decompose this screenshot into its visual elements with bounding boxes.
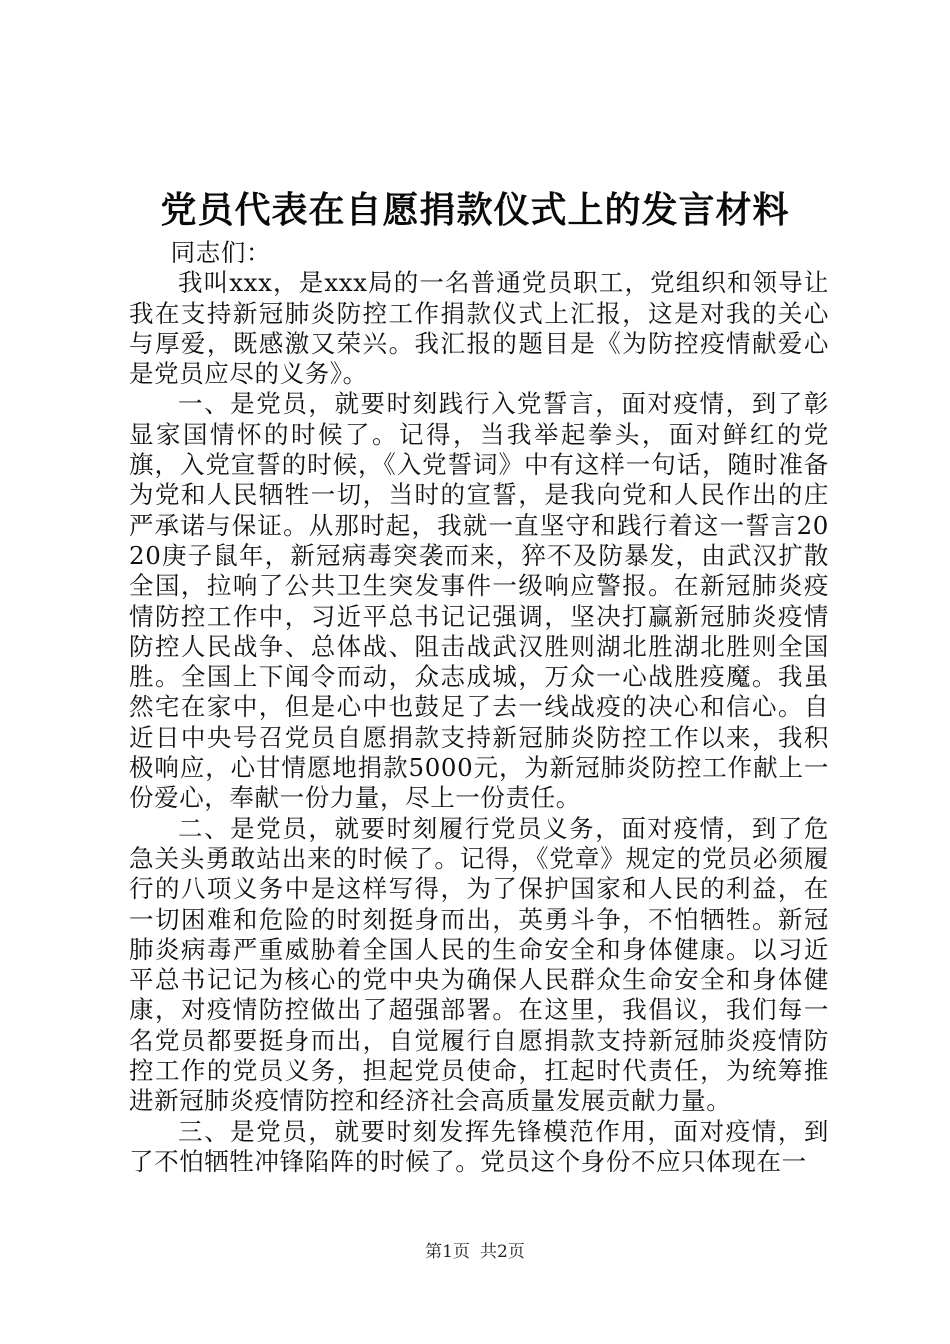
- paragraph-section-two: 二、是党员，就要时刻履行党员义务，面对疫情，到了危急关头勇敢站出来的时候了。记得，《党章》规定的党员必须履行的八项义务中是这样写得，为了保护国家和人民的利益，在一切困难和危险的时刻挺身而出，英勇斗争，不怕牺牲。新冠肺炎病毒严重威胁着全国人民的生命安全和身体健康。以习近平总书记记为核心的党中央为确保人民群众生命安全和身体健康，对疫情防控做出了超强部署。在这里，我倡议，我们每一名党员都要挺身而出，自觉履行自愿捐款支持新冠肺炎疫情防控工作的党员义务，担起党员使命，扛起时代责任，为统筹推进新冠肺炎疫情防控和经济社会高质量发展贡献力量。: [129, 813, 829, 1116]
- document-body: [129, 238, 829, 1177]
- paragraph-section-three: 三、是党员，就要时刻发挥先锋模范作用，面对疫情，到了不怕牺牲冲锋陷阵的时候了。党员这个身份不应只体现在一: [129, 1116, 829, 1176]
- greeting-line: 同志们：: [170, 238, 272, 267]
- paragraph-section-one: 一、是党员，就要时刻践行入党誓言，面对疫情，到了彰显家国情怀的时候了。记得，当我举起拳头，面对鲜红的党旗，入党宣誓的时候，《入党誓词》中有这样一句话，随时准备为党和人民牺牲一切，当时的宣誓，是我向党和人民作出的庄严承诺与保证。从那时起，我就一直坚守和践行着这一誓言2020庚子鼠年，新冠病毒突袭而来，猝不及防暴发，由武汉扩散全国，拉响了公共卫生突发事件一级响应警报。在新冠肺炎疫情防控工作中，习近平总书记记强调，坚决打赢新冠肺炎疫情防控人民战争、总体战、阻击战武汉胜则湖北胜湖北胜则全国胜。全国上下闻令而动，众志成城，万众一心战胜疫魔。我虽然宅在家中，但是心中也鼓足了去一线战疫的决心和信心。自近日中央号召党员自愿捐款支持新冠肺炎防控工作以来，我积极响应，心甘情愿地捐款5000元，为新冠肺炎防控工作献上一份爱心，奉献一份力量，尽上一份责任。: [129, 389, 829, 813]
- paragraph-intro: 我叫xxx，是xxx局的一名普通党员职工，党组织和领导让我在支持新冠肺炎防控工作捐款仪式上汇报，这是对我的关心与厚爱，既感激又荣兴。我汇报的题目是《为防控疫情献爱心是党员应尽的义务》。: [129, 268, 829, 389]
- page-number: 第1页: [425, 1242, 470, 1262]
- document-title: 党员代表在自愿捐款仪式上的发言材料: [160, 189, 790, 231]
- page-footer: [0, 1241, 950, 1263]
- page-total: 共2页: [480, 1242, 525, 1262]
